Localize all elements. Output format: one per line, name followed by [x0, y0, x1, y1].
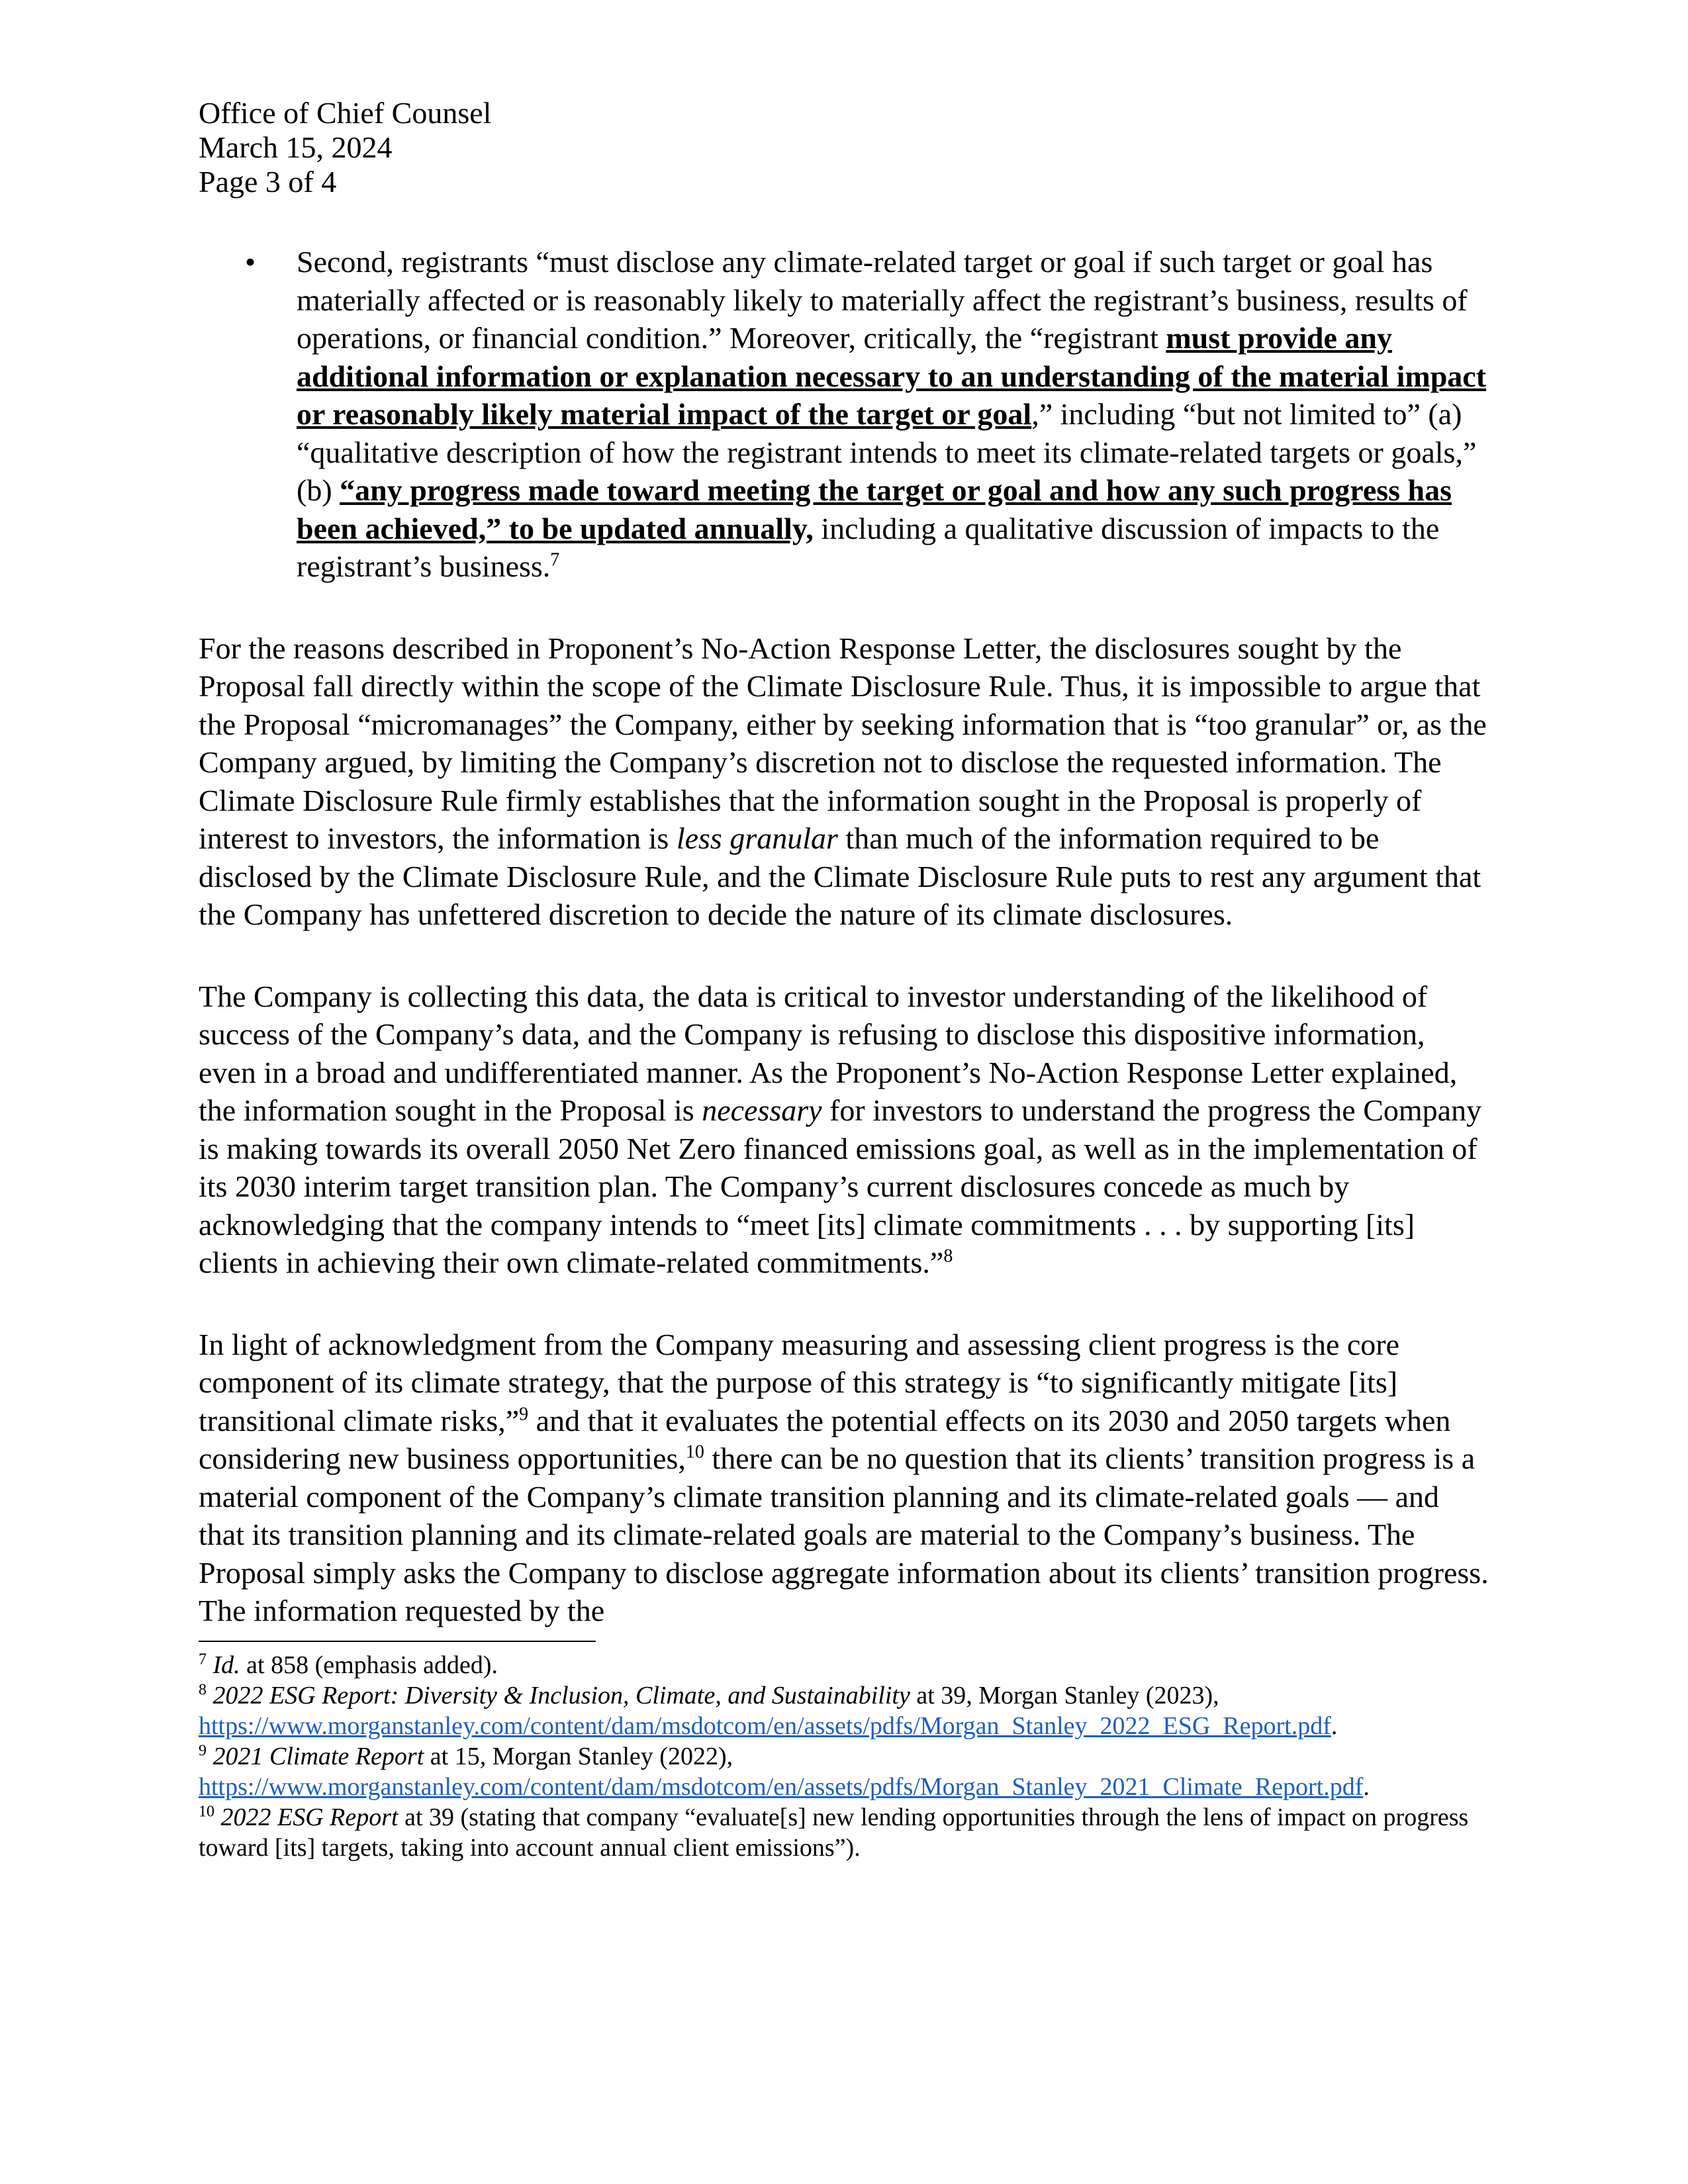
paragraph-2-text-2: for investors to understand the progress the Company is making towards its overall 2050 Net Zero financed emissions goal, as well as in the implementation of its 2030 interim target transition plan. The Company’s current disclosures concede as much by acknowledging that the company intends to “meet [its] climate commitments . . . by supporting [its] clients in achieving their own climate-related commitments.”	[199, 1093, 1482, 1279]
paragraph-3-text-2: and that it evaluates the potential effects on its 2030 and 2050 targets when considering new business opportunities,	[199, 1403, 1451, 1475]
footnote-9-italic: 2021 Climate Report	[212, 1742, 424, 1770]
bullet-text-3: including a qualitative discussion of impacts to the registrant’s business.	[297, 511, 1440, 583]
paragraph-2-italic: necessary	[702, 1093, 822, 1127]
footnote-7-number: 7	[199, 1650, 207, 1668]
bullet-emphasis-2: “any progress made toward meeting the target or goal and how any such progress has been achieved,” to be updated annually,	[297, 473, 1452, 545]
bullet-text-2: ,” including “but not limited to” (a) “qualitative description of how the registrant intends to meet its climate-related targets or goals,” (b)	[297, 397, 1477, 507]
footnote-8-link[interactable]: https://www.morganstanley.com/content/dam/msdotcom/en/assets/pdfs/Morgan_Stanley_2022_ESG_Report.pdf	[199, 1711, 1331, 1740]
header-date: March 15, 2024	[199, 130, 393, 164]
footnotes	[199, 1650, 1489, 1863]
paragraph-1-text-1: For the reasons described in Proponent’s No-Action Response Letter, the disclosures sought by the Proposal fall directly within the scope of the Climate Disclosure Rule. Thus, it is impossible to argue that the Proposal “micromanages” the Company, either by seeking information that is “too granular” or, as the Company argued, by limiting the Company’s discretion not to disclose the requested information. The Climate Disclosure Rule firmly establishes that the information sought in the Proposal is properly of interest to investors, the information is	[199, 631, 1487, 855]
footnote-10	[199, 1802, 1489, 1863]
paragraph-3-text-1: In light of acknowledgment from the Company measuring and assessing client progress is the core component of its climate strategy, that the purpose of this strategy is “to significantly mitigate [its] transitional climate risks,”	[199, 1327, 1400, 1437]
footnote-8: $^8$ 2022 ESG Report: Diversity & Inclusion, Climate, and Sustainability at 39, Morgan Stanley (2023), https://www.morganstanley.com/content/dam/msdotcom/en/assets/pdfs/Morgan_Stanley_2022_ESG_Report.pdf.	[199, 1680, 1338, 1740]
footnote-10-number: 10	[199, 1802, 214, 1820]
header-page-number: Page 3 of 4	[199, 165, 337, 199]
bullet-item	[199, 243, 1489, 586]
footnote-8-italic: 2022 ESG Report: Diversity & Inclusion, Climate, and Sustainability	[212, 1681, 910, 1709]
bullet-text-1: Second, registrants “must disclose any climate-related target or goal if such target or goal has materially affected or is reasonably likely to materially affect the registrant’s business, results of operations, or financial condition.” Moreover, critically, the “registrant	[297, 245, 1468, 355]
paragraph-2-text-1: The Company is collecting this data, the data is critical to investor understanding of the likelihood of success of the Company’s data, and the Company is refusing to disclose this dispositive information, even in a broad and undifferentiated manner. As the Proponent’s No-Action Response Letter explained, the information sought in the Proposal is	[199, 979, 1458, 1127]
paragraph-2	[199, 978, 1489, 1282]
footnote-ref-9[interactable]: 9	[519, 1404, 529, 1425]
bullet-dot-icon: •	[245, 245, 256, 279]
footnote-9-text: at 15, Morgan Stanley (2022),	[424, 1742, 733, 1770]
footnote-ref-8[interactable]: 8	[943, 1246, 953, 1267]
footnote-8-number: 8	[199, 1680, 207, 1698]
footnote-7-italic: Id.	[212, 1651, 240, 1679]
footnote-9-number: 9	[199, 1741, 207, 1759]
letter-header	[199, 96, 1489, 199]
footnote-7	[199, 1650, 1489, 1680]
paragraph-1-italic: less granular	[676, 821, 838, 855]
footnote-ref-10[interactable]: 10	[685, 1441, 704, 1463]
footnote-8-text: at 39, Morgan Stanley (2023),	[910, 1681, 1219, 1709]
footnote-9: $^9$ 2021 Climate Report at 15, Morgan Stanley (2022), https://www.morganstanley.com/content/dam/msdotcom/en/assets/pdfs/Morgan_Stanley_2021_Climate_Report.pdf.	[199, 1741, 1370, 1801]
footnote-10-text: at 39 (stating that company “evaluate[s] new lending opportunities through the lens of impact on progress toward [its] targets, taking into account annual client emissions”).	[199, 1803, 1469, 1862]
bullet-emphasis-1: must provide any additional information or explanation necessary to an understanding of the material impact or reasonably likely material impact of the target or goal	[297, 321, 1487, 431]
paragraph-1-text-2: than much of the information required to be disclosed by the Climate Disclosure Rule, and the Climate Disclosure Rule puts to rest any argument that the Company has unfettered discretion to decide the nature of its climate disclosures.	[199, 821, 1481, 931]
footnote-ref-7[interactable]: 7	[550, 549, 560, 570]
document-page	[199, 96, 1489, 1863]
footnote-divider	[199, 1641, 596, 1642]
header-recipient: Office of Chief Counsel	[199, 96, 492, 130]
paragraph-3-text-3: there can be no question that its clients’ transition progress is a material component of the Company’s climate transition planning and its climate-related goals — and that its transition planning and its climate-related goals are material to the Company’s business. The Proposal simply asks the Company to disclose aggregate information about its clients’ transition progress. The information requested by the	[199, 1441, 1489, 1627]
paragraph-1	[199, 629, 1489, 934]
footnote-10-italic: 2022 ESG Report	[220, 1803, 399, 1831]
footnote-9-link[interactable]: https://www.morganstanley.com/content/dam/msdotcom/en/assets/pdfs/Morgan_Stanley_2021_Climate_Report.pdf	[199, 1772, 1364, 1801]
footnote-7-text: at 858 (emphasis added).	[240, 1651, 498, 1679]
paragraph-3	[199, 1326, 1489, 1630]
